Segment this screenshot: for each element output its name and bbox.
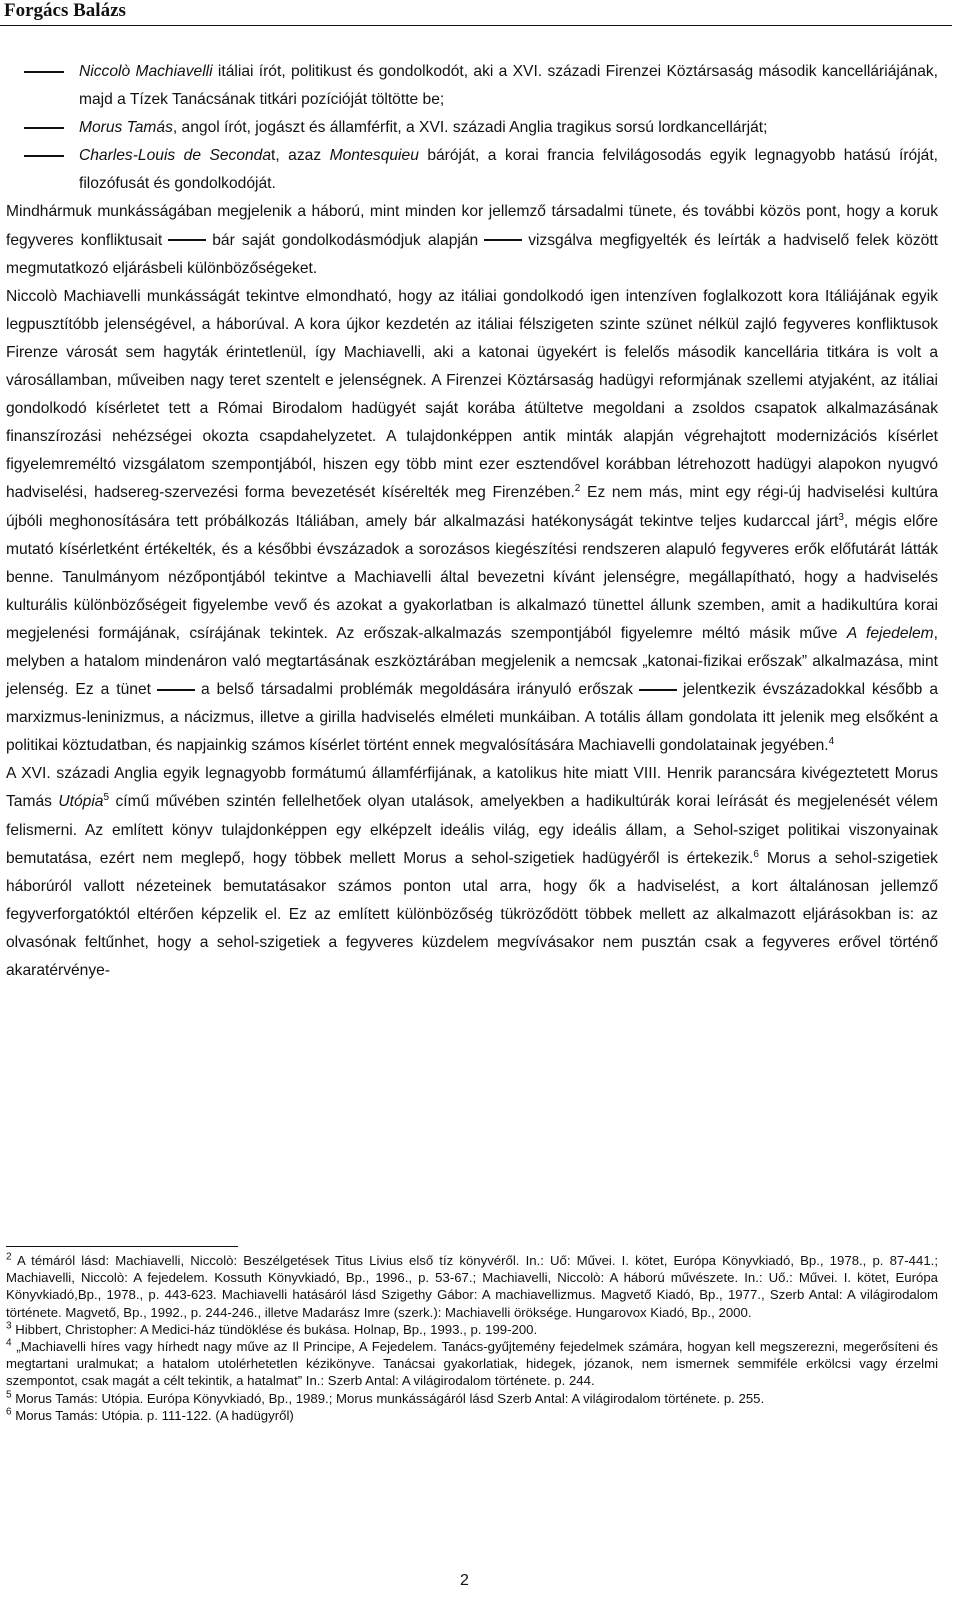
work-title: Utópia: [58, 793, 104, 811]
paragraph-text: Niccolò Machiavelli munkásságát tekintve elmondható, hogy az itáliai gondolkodó igen intenzíven foglalkozott kora Itáliájának egyik legpusztítóbb jelenségével, a háborúval. A kora újkor kezdetén az itáliai félszigeten szinte szünet nélkül zajló fegyveres konfliktusok Firenze városát sem hagyták érintetlenül, így Machiavelli, aki a katonai ügyekért is felelős második kancellária titkára is volt a városállamban, műveiben nagy teret szentelt e jelenségnek. A Firenzei Köztársaság hadügyi reformjának szellemi atyjaként, az itáliai gondolkodó kísérletet tett a Római Birodalom hadügyét saját korába átültetve megoldani a zsoldos csapatok alkalmazásának finanszírozási nehézségei okozta csapdahelyzetet. A tulajdonképpen antik minták alapján végrehajtott modernizációs kísérlet figyelemreméltó vizsgálatom szempontjából, hiszen egy több mint ezer esztendővel korábban létrehozott hadügyi alapokon nyugvó hadviselési, hadsereg-szervezési forma bevezetését kísérelték meg Firenzében.: [6, 287, 938, 502]
bullet-text: t, azaz: [271, 147, 330, 165]
dash-bullet: [24, 71, 64, 73]
em-dash: [168, 239, 206, 241]
em-dash: [157, 689, 195, 691]
paragraph-text: Ez nem más, mint egy régi-új hadviselési kultúra újbóli meghonosítására tett próbálkozás Itáliában, amely bár alkalmazási hatékonyságát tekintve teljes kudarccal járt: [6, 484, 938, 530]
footnote-text: A témáról lásd: Machiavelli, Niccolò: Beszélgetések Titus Livius első tíz könyvéről. In.: Uő: Művei. I. kötet, Európa Könyvkiadó, Bp., 1978., p. 87-441.; Machiavelli, Niccolò: A fejedelem. Kossuth Könyvkiadó, Bp., 1996., p. 53-67.; Machiavelli, Niccolò: A háború művészete. In.: Uő.: Művei. I. kötet, Európa Könyvkiadó,Bp., 1978., p. 443-623. Machiavelli hatásáról lásd Szigethy Gábor: A machiavellizmus. Magvető Kiadó, Bp., 1977., Szerb Antal: A világirodalom története. Magvető, Bp., 1992., p. 244-246., illetve Madarász Imre (szerk.): Machiavelli öröksége. Hungarovox Kiadó, Bp., 2000.: [6, 1253, 938, 1320]
page-number: 2: [460, 1572, 469, 1589]
footnote-number: 3: [6, 1320, 12, 1332]
dash-bullet: [24, 127, 64, 129]
bullet-morus: [6, 114, 938, 142]
footnote-ref[interactable]: 4: [828, 736, 835, 748]
em-dash: [484, 239, 522, 241]
footnote-ref[interactable]: 6: [753, 848, 759, 860]
bullet-montesquieu: [6, 142, 938, 198]
footnote-separator: [6, 1246, 238, 1247]
footnote-number: 6: [6, 1406, 12, 1418]
dash-bullet: [24, 155, 64, 157]
footnote-5: [6, 1390, 938, 1407]
footnote-6: [6, 1407, 938, 1424]
footnote-4: [6, 1338, 938, 1390]
footnote-3: [6, 1321, 938, 1338]
footnote-number: 4: [6, 1337, 12, 1349]
paragraph-1: [6, 198, 938, 282]
person-name: Charles-Louis de Seconda: [79, 147, 272, 165]
footnote-ref[interactable]: 5: [103, 792, 110, 804]
header-author: Forgács Balázs: [4, 0, 126, 21]
paragraph-text: , melyben a hatalom mindenáron való megtartásának eszköztárában megjelenik a nemcsak „katonai-fizikai erőszak” alkalmazása, mint jelenség. Ez a tünet: [6, 624, 938, 699]
paragraph-2: [6, 283, 938, 761]
paragraph-text: a belső társadalmi problémák megoldására irányuló erőszak: [200, 681, 633, 699]
footnote-ref[interactable]: 2: [574, 483, 581, 495]
person-name: Morus Tamás: [79, 119, 173, 137]
em-dash: [639, 689, 677, 691]
paragraph-text: jelentkezik évszázadokkal később a marxizmus-leninizmus, a nácizmus, illetve a girilla hadviselés elméleti munkáiban. A totális állam gondolata itt jelenik meg elsőként a politikai köztudatban, és napjainkig számos kísérlet történt ennek megvalósítására Machiavelli gondolatainak jegyében.: [6, 681, 938, 755]
page-header: [0, 0, 952, 26]
person-name: Montesquieu: [329, 147, 419, 165]
paragraph-3: [6, 760, 938, 985]
paragraph-text: Morus a sehol-szigetiek háborúról vallott nézeteinek bemutatásakor számos ponton utal arra, hogy ők a hadviselést, a kort általánosan jellemző fegyverforgatóktól eltérően képzelik el. Ez az említett különbözőség tükröződött többek mellett az alkalmazott eljárásokban is: az olvasónak feltűnhet, hogy a sehol-szigetiek a fegyveres küzdelem megvívásakor nem pusztán csak a fegyveres erővel történő akaratérvénye-: [6, 849, 938, 979]
footnote-number: 5: [6, 1389, 12, 1401]
bullet-machiavelli: [6, 58, 938, 114]
footnote-text: Morus Tamás: Utópia. Európa Könyvkiadó, Bp., 1989.; Morus munkásságáról lásd Szerb Antal: A világirodalom története. p. 255.: [11, 1390, 765, 1406]
footnote-text: Morus Tamás: Utópia. p. 111-122. (A hadügyről): [11, 1407, 294, 1423]
bullet-text: báróját, a korai francia felvilágosodás egyik legnagyobb hatású íróját, filozófusát és gondolkodóját.: [79, 147, 938, 193]
footnote-number: 2: [6, 1251, 12, 1263]
work-title: A fejedelem: [846, 624, 934, 642]
footnote-2: [6, 1252, 938, 1321]
body-text: [6, 58, 938, 985]
paragraph-text: Mindhármuk munkásságában megjelenik a háború, mint minden kor jellemző társadalmi tünete, és további közös pont, hogy a koruk fegyveres konfliktusait: [6, 203, 938, 249]
footnotes: [6, 1252, 938, 1424]
bullet-text: itáliai írót, politikust és gondolkodót, aki a XVI. századi Firenzei Köztársaság második kancelláriájának, majd a Tízek Tanácsának titkári pozícióját töltötte be;: [79, 63, 938, 109]
footnote-ref[interactable]: 3: [838, 511, 844, 523]
paragraph-text: , mégis előre mutató kísérletként értékelték, és a későbbi évszázadok a sorozásos kiegészítési rendszeren alapuló fegyveres erők előfutárát látták benne. Tanulmányom nézőpontjából tekintve a Machiavelli által bevezetni kívánt jelenségre, megállapítható, hogy a hadviselés kulturális különbözőségeit figyelembe vevő és azokat a gyakorlatban is alkalmazó tünettel állunk szemben, amit a hadikultúra korai megjelenési formájának, csírájának tekintek. Az erőszak-alkalmazás szempontjából figyelemre méltó másik műve: [6, 512, 938, 642]
footnote-text: Hibbert, Christopher: A Medici-ház tündöklése és bukása. Holnap, Bp., 1993., p. 199-200.: [11, 1321, 538, 1337]
paragraph-text: vizsgálva megfigyelték és leírták a hadviselő felek között megmutatkozó eljárásbeli különbözőségeket.: [6, 231, 938, 277]
person-name: Niccolò Machiavelli: [79, 63, 213, 80]
paragraph-text: című művében szintén fellelhetőek olyan utalások, amelyekben a hadikultúrák korai leírását és megjelenését vélem felismerni. Az említett könyv tulajdonképpen egy elképzelt ideális világ, egy ideális állam, a Sehol-sziget politikai viszonyainak bemutatása, ezért nem meglepő, hogy többek mellett Morus a sehol-szigetiek hadügyéről is értekezik.: [6, 793, 938, 867]
footnote-text: „Machiavelli híres vagy hírhedt nagy műve az Il Principe, A Fejedelem. Tanács-gyűjtemény fejedelmek számára, hogyan kell megszerezni, megerősíteni és megtartani uralmukat; a hatalom utolérhetetlen kézikönyve. Tanácsai gyakorlatiak, hidegek, józanok, nem ismernek semmiféle erkölcsi vagy érzelmi szempontot, csak magát a célt tekintik, a hatalmat” In.: Szerb Antal: A világirodalom története. p. 244.: [6, 1339, 938, 1389]
paragraph-text: A XVI. századi Anglia egyik legnagyobb formátumú államférfijának, a katolikus hite miatt VIII. Henrik parancsára kivégeztetett Morus Tamás: [6, 765, 938, 811]
paragraph-text: bár saját gondolkodásmódjuk alapján: [212, 231, 479, 249]
bullet-text: , angol írót, jogászt és államférfit, a XVI. századi Anglia tragikus sorsú lordkancellárját;: [172, 119, 768, 137]
